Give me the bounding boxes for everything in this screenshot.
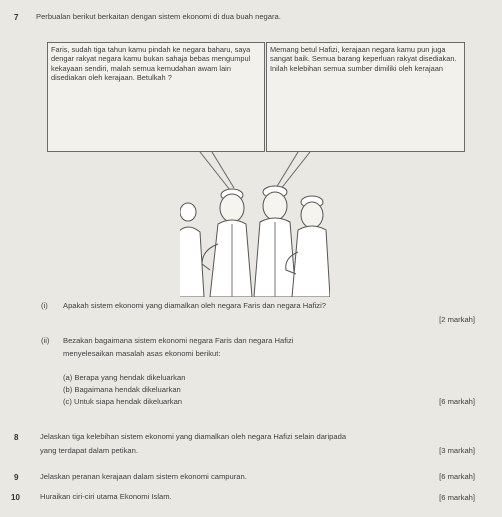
part-i-label: (i) — [41, 301, 48, 310]
question-10-number: 10 — [11, 493, 20, 502]
question-10-text: Huraikan ciri-ciri utama Ekonomi Islam. — [40, 492, 172, 501]
question-7-number: 7 — [14, 13, 19, 22]
speech-bubble-left: Faris, sudah tiga tahun kamu pindah ke negara baharu, saya dengar rakyat negara kamu bukan sahaja bebas mengumpul kekayaan sendiri, malah semua kemudahan awam lain disediakan oleh kerajaan. Betulkah ? — [47, 42, 265, 152]
part-ii-item-a: (a) Berapa yang hendak dikeluarkan — [63, 373, 186, 382]
part-ii-item-b: (b) Bagaimana hendak dikeluarkan — [63, 385, 181, 394]
question-9-text: Jelaskan peranan kerajaan dalam sistem ekonomi campuran. — [40, 472, 247, 481]
two-men-conversation-illustration — [180, 152, 330, 297]
part-ii-item-c: (c) Untuk siapa hendak dikeluarkan — [63, 397, 183, 406]
question-8-text-line-2: yang terdapat dalam petikan. — [40, 446, 138, 455]
part-i-marks: [2 markah] — [439, 315, 475, 324]
question-9-marks: [6 markah] — [439, 472, 475, 481]
part-ii-text-line-1: Bezakan bagaimana sistem ekonomi negara Faris dan negara Hafizi — [63, 336, 294, 345]
question-8-marks: [3 markah] — [439, 446, 475, 455]
question-8-text-line-1: Jelaskan tiga kelebihan sistem ekonomi yang diamalkan oleh negara Hafizi selain daripada — [40, 432, 347, 441]
part-ii-marks: [6 markah] — [439, 397, 475, 406]
question-10-marks: [6 markah] — [439, 493, 475, 502]
question-7-stem: Perbualan berikut berkaitan dengan sistem ekonomi di dua buah negara. — [36, 12, 281, 21]
question-9-number: 9 — [14, 473, 19, 482]
speech-bubble-right: Memang betul Hafizi, kerajaan negara kamu pun juga sangat baik. Semua barang keperluan rakyat disediakan. Inilah kelebihan semua sumber dimiliki oleh kerajaan — [266, 42, 465, 152]
part-i-text: Apakah sistem ekonomi yang diamalkan oleh negara Faris dan negara Hafizi? — [63, 301, 326, 310]
part-ii-text-line-2: menyelesaikan masalah asas ekonomi berikut: — [63, 349, 221, 358]
question-8-number: 8 — [14, 433, 19, 442]
part-ii-label: (ii) — [41, 336, 50, 345]
